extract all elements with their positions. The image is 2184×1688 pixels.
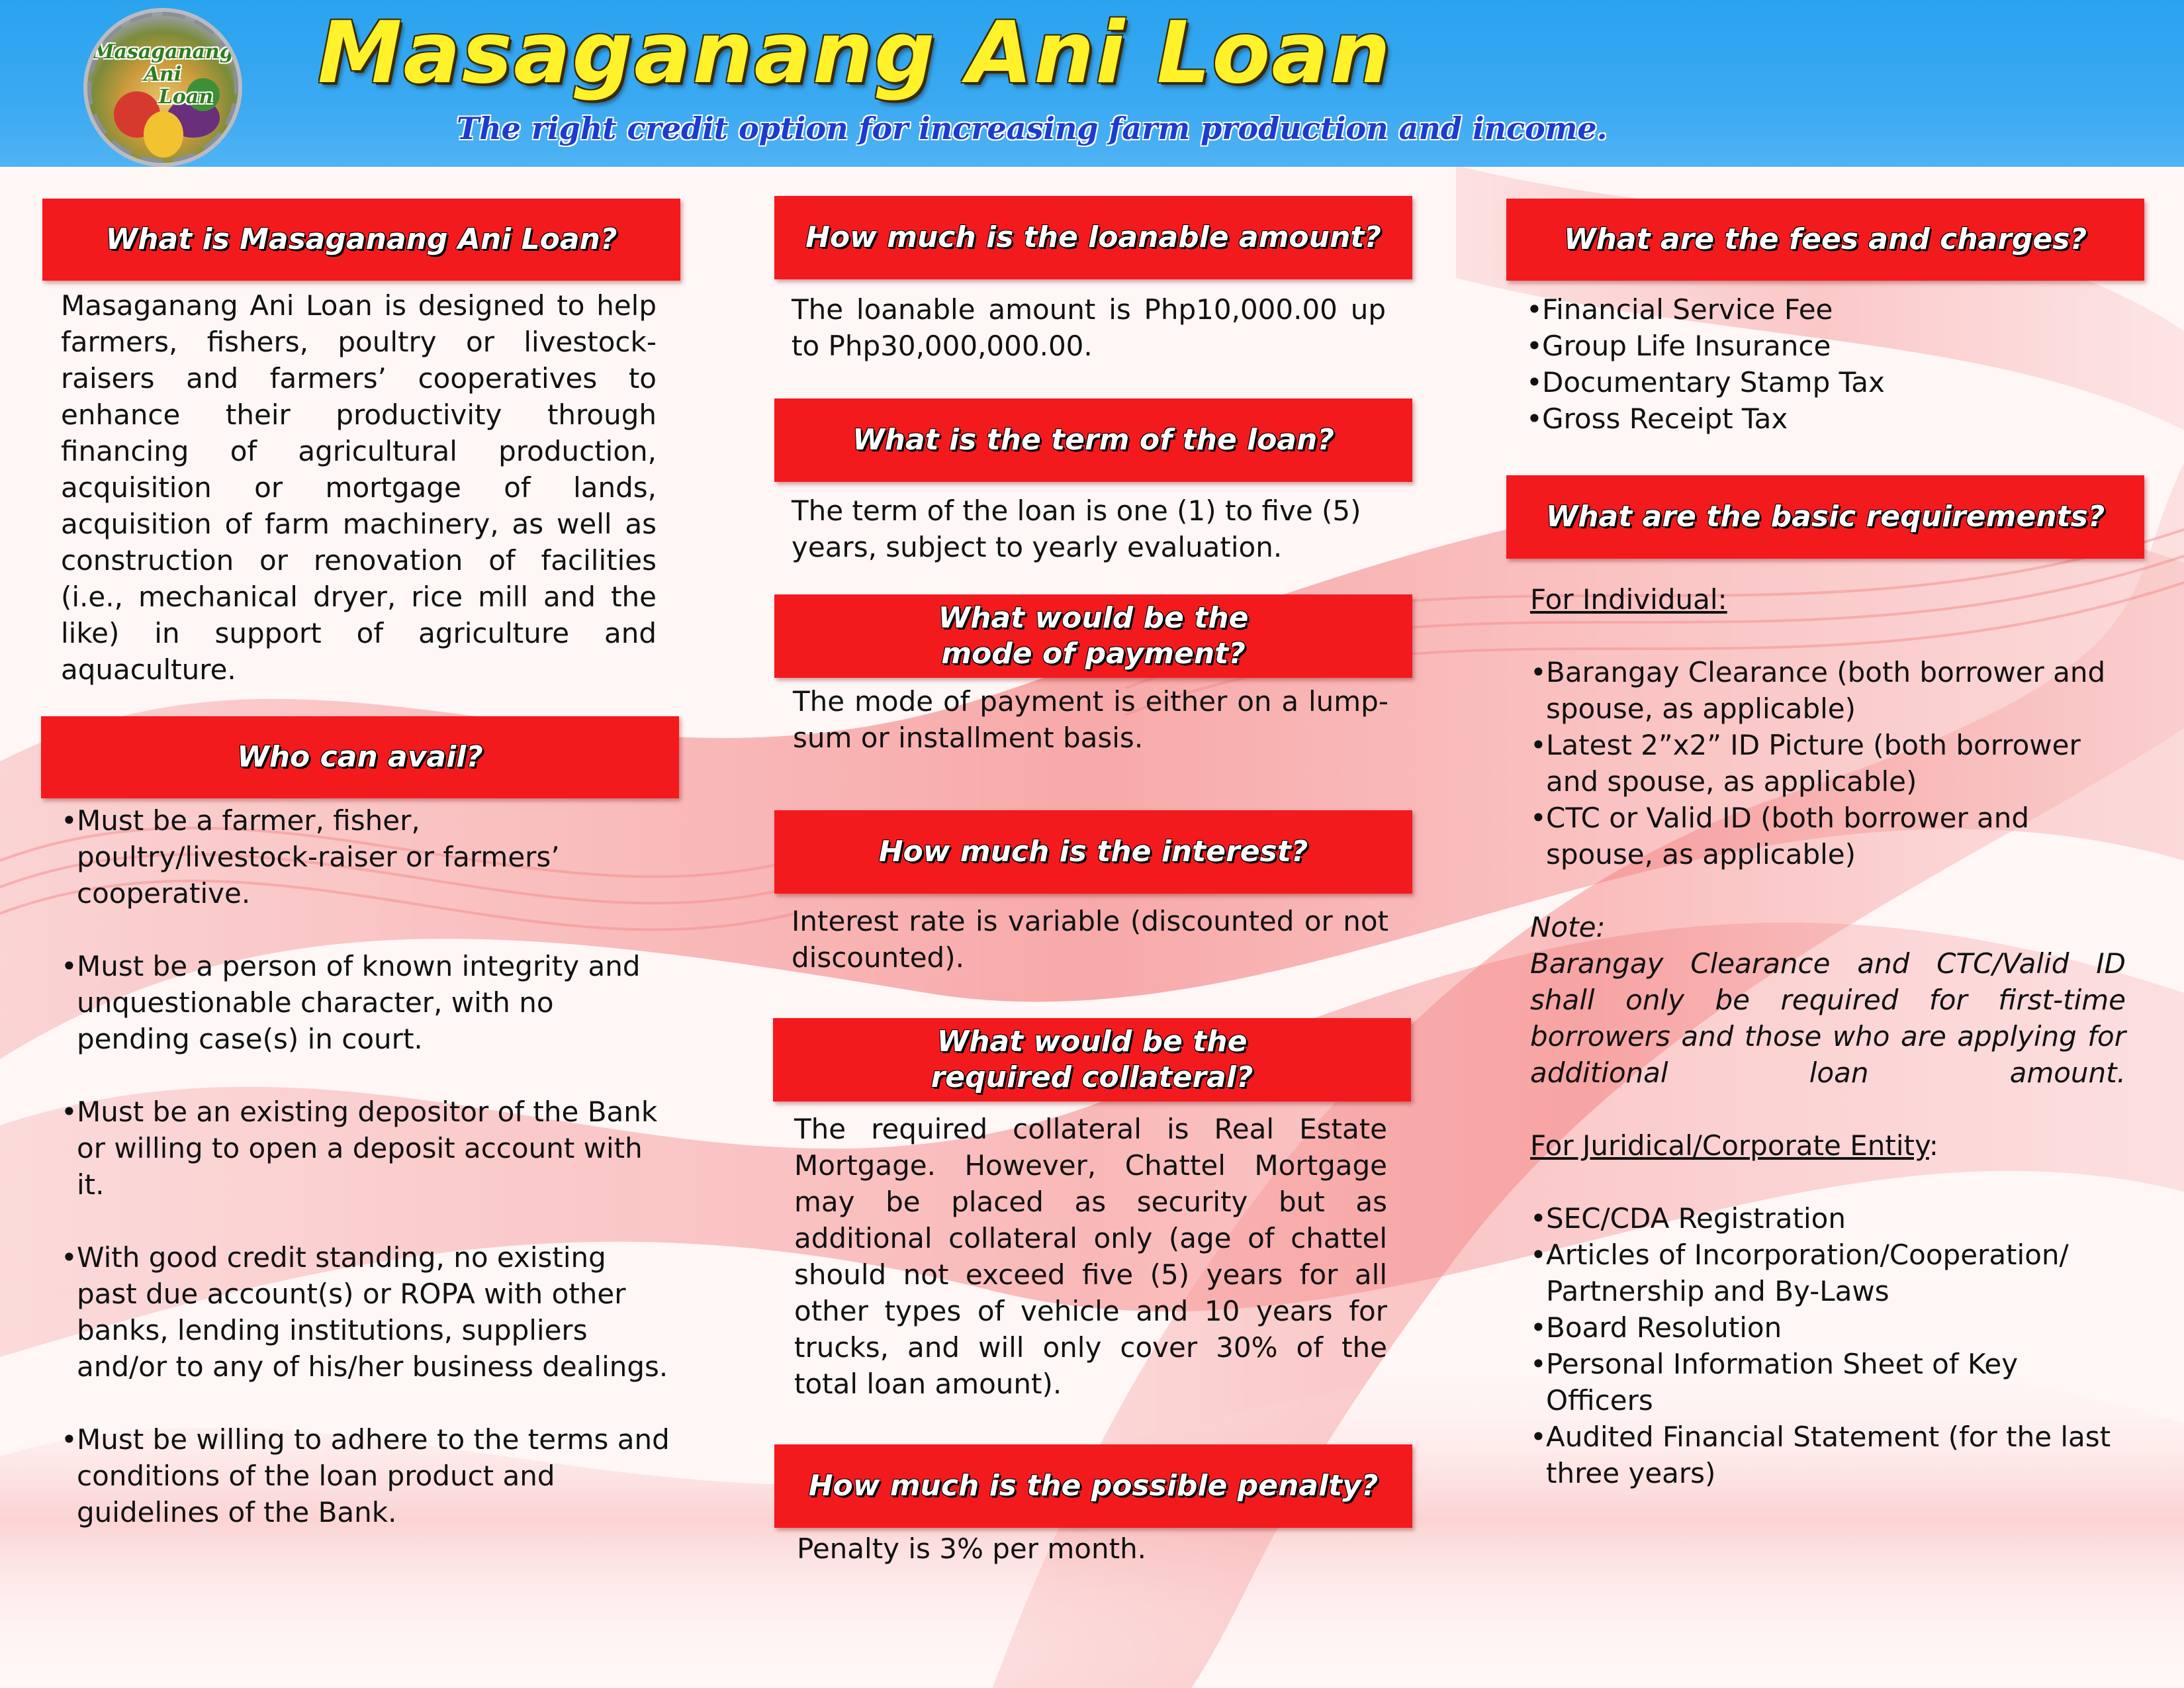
fees-list bbox=[1526, 291, 2122, 437]
list-item: • Gross Receipt Tax bbox=[1526, 400, 2122, 437]
who-can-avail-list bbox=[61, 802, 670, 1530]
header-bar bbox=[0, 0, 2184, 167]
logo-emblem bbox=[83, 8, 242, 167]
list-item: • CTC or Valid ID (both borrower and spouse, as applicable) bbox=[1530, 800, 2126, 872]
heading-mode-of-payment bbox=[774, 594, 1412, 678]
logo-text bbox=[87, 41, 238, 109]
heading-collateral-line2: required collateral? bbox=[931, 1060, 1253, 1094]
heading-penalty bbox=[774, 1444, 1412, 1528]
heading-basic-requirements bbox=[1506, 475, 2144, 559]
juridical-label-colon: : bbox=[1929, 1129, 1938, 1162]
list-item: • Audited Financial Statement (for the last three years) bbox=[1530, 1419, 2126, 1491]
heading-fees-text: What are the fees and charges? bbox=[1564, 222, 2087, 256]
list-item: • Group Life Insurance bbox=[1526, 328, 2122, 364]
list-item: • Documentary Stamp Tax bbox=[1526, 364, 2122, 400]
list-item: • SEC/CDA Registration bbox=[1530, 1200, 2126, 1237]
juridical-label-row bbox=[1530, 1127, 2126, 1164]
individual-label: For Individual: bbox=[1530, 583, 1727, 616]
list-item: • Must be an existing depositor of the Bank or willing to open a deposit account with it. bbox=[61, 1094, 670, 1203]
interest-body: Interest rate is variable (discounted or not discounted). bbox=[792, 905, 1388, 974]
heading-what-is-text: What is Masaganang Ani Loan? bbox=[105, 222, 617, 256]
logo-text-line2: Loan bbox=[158, 85, 214, 109]
list-item: • With good credit standing, no existing past due account(s) or ROPA with other banks, lending institutions, suppliers and/or to any of his/her business dealings. bbox=[61, 1239, 670, 1385]
logo-text-line1: Masaganang Ani bbox=[92, 40, 234, 86]
heading-what-is bbox=[42, 199, 680, 281]
heading-mode-of-payment-line1: What would be the bbox=[938, 601, 1249, 635]
tagline: The right credit option for increasing farm production and income. bbox=[457, 111, 1608, 146]
heading-loan-term bbox=[774, 399, 1412, 482]
heading-who-can-avail bbox=[41, 716, 679, 798]
heading-penalty-text: How much is the possible penalty? bbox=[808, 1469, 1379, 1503]
heading-mode-of-payment-line2: mode of payment? bbox=[941, 637, 1246, 671]
heading-requirements-text: What are the basic requirements? bbox=[1545, 500, 2105, 534]
heading-required-collateral bbox=[773, 1018, 1411, 1102]
mode-of-payment-body: The mode of payment is either on a lump-sum or installment basis. bbox=[793, 685, 1388, 754]
requirements-body bbox=[1530, 581, 2126, 1491]
heading-interest-text: How much is the interest? bbox=[878, 835, 1308, 868]
list-item: • Must be a person of known integrity and unquestionable character, with no pending case(s) in court. bbox=[61, 948, 670, 1057]
note-body: Barangay Clearance and CTC/Valid ID shall only be required for first-time borrowers and those who are applying for additional loan amount. bbox=[1530, 947, 2126, 1089]
corn-icon bbox=[144, 111, 183, 158]
heading-interest bbox=[774, 810, 1412, 894]
loan-term-body: The term of the loan is one (1) to five (5) years, subject to yearly evaluation. bbox=[792, 494, 1361, 563]
list-item: • Articles of Incorporation/Cooperation/ Partnership and By-Laws bbox=[1530, 1237, 2126, 1309]
heading-fees-and-charges bbox=[1506, 199, 2144, 281]
what-is-body: Masaganang Ani Loan is designed to help farmers, fishers, poultry or livestock-raisers and farmers’ cooperatives to enhance their productivity through financing of agricultural production, acquisition or mortgage of lands, acquisition of farm machinery, as well as construction or renovation of facilities (i.e., mechanical dryer, rice mill and the like) in support of agriculture and aquaculture. bbox=[61, 289, 657, 686]
list-item: • Financial Service Fee bbox=[1526, 291, 2122, 328]
list-item: • Must be willing to adhere to the terms and conditions of the loan product and guidelines of the Bank. bbox=[61, 1421, 670, 1530]
heading-who-can-avail-text: Who can avail? bbox=[237, 740, 483, 774]
individual-requirements-list bbox=[1530, 654, 2126, 872]
juridical-label: For Juridical/Corporate Entity bbox=[1530, 1129, 1929, 1162]
list-item: • Personal Information Sheet of Key Officers bbox=[1530, 1346, 2126, 1419]
list-item: • Latest 2”x2” ID Picture (both borrower and spouse, as applicable) bbox=[1530, 727, 2126, 800]
loanable-amount-body: The loanable amount is Php10,000.00 up to Php30,000,000.00. bbox=[792, 293, 1386, 362]
juridical-requirements-list bbox=[1530, 1200, 2126, 1491]
heading-loan-term-text: What is the term of the loan? bbox=[852, 423, 1334, 457]
list-item: • Board Resolution bbox=[1530, 1309, 2126, 1346]
heading-collateral-line1: What would be the bbox=[936, 1025, 1248, 1058]
heading-loanable-amount-text: How much is the loanable amount? bbox=[805, 220, 1381, 254]
page-title: Masaganang Ani Loan bbox=[318, 4, 1392, 103]
collateral-body: The required collateral is Real Estate Mortgage. However, Chattel Mortgage may be placed as security but as additional collateral only (age of chattel should not exceed five (5) years for all other types of vehicle and 10 years for trucks, and will only cover 30% of the total loan amount). bbox=[794, 1113, 1387, 1400]
list-item: • Must be a farmer, fisher, poultry/livestock-raiser or farmers’ cooperative. bbox=[61, 802, 670, 912]
heading-loanable-amount bbox=[774, 196, 1412, 279]
penalty-body: Penalty is 3% per month. bbox=[797, 1532, 1147, 1565]
list-item: • Barangay Clearance (both borrower and spouse, as applicable) bbox=[1530, 654, 2126, 727]
note-label: Note: bbox=[1530, 911, 1606, 943]
